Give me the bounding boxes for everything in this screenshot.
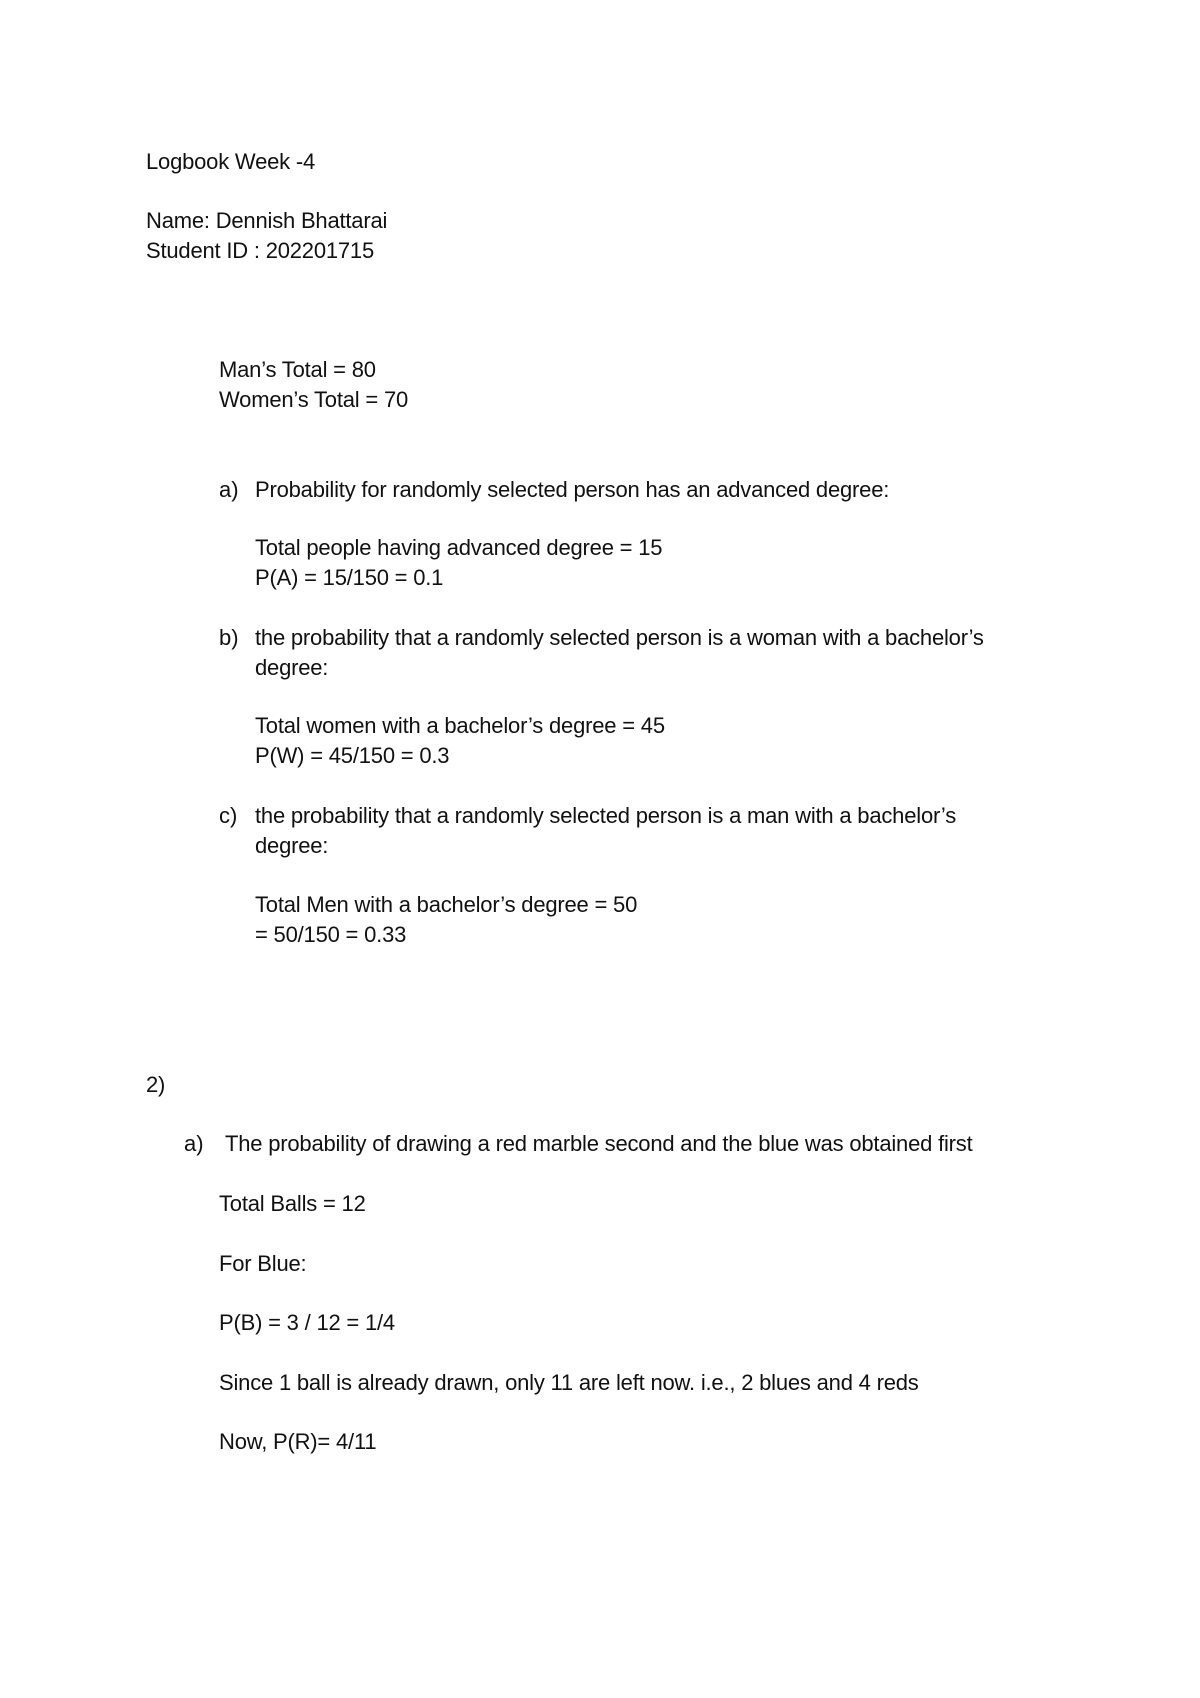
men-total: Man’s Total = 80: [219, 357, 376, 382]
part-b-question: the probability that a randomly selected person is a woman with a bachelor’s: [255, 625, 984, 650]
part-b-question: degree:: [255, 655, 329, 680]
part-c-answer-line: = 50/150 = 0.33: [255, 922, 407, 947]
part-c-question: degree:: [255, 833, 329, 858]
question-2-number: 2): [146, 1072, 166, 1097]
part-c-answer-line: Total Men with a bachelor’s degree = 50: [255, 892, 638, 917]
part-b-marker: b): [219, 625, 239, 650]
q2-working-line: Since 1 ball is already drawn, only 11 are left now. i.e., 2 blues and 4 reds: [219, 1370, 919, 1395]
q2-working-line: Now, P(R)= 4/11: [219, 1429, 377, 1454]
q2-working-line: Total Balls = 12: [219, 1191, 366, 1216]
q2-part-a-question: The probability of drawing a red marble second and the blue was obtained first: [225, 1131, 973, 1156]
q2-part-a-marker: a): [184, 1131, 204, 1156]
q2-working-line: For Blue:: [219, 1251, 307, 1276]
document-title: Logbook Week -4: [146, 149, 316, 174]
part-a-answer-line: P(A) = 15/150 = 0.1: [255, 565, 444, 590]
part-b-answer-line: P(W) = 45/150 = 0.3: [255, 743, 450, 768]
part-c-question: the probability that a randomly selected person is a man with a bachelor’s: [255, 803, 957, 828]
part-c-marker: c): [219, 803, 238, 828]
student-name: Name: Dennish Bhattarai: [146, 208, 388, 233]
part-a-question: Probability for randomly selected person has an advanced degree:: [255, 477, 890, 502]
student-id: Student ID : 202201715: [146, 238, 375, 263]
part-b-answer-line: Total women with a bachelor’s degree = 45: [255, 713, 665, 738]
women-total: Women’s Total = 70: [219, 387, 409, 412]
part-a-answer-line: Total people having advanced degree = 15: [255, 535, 663, 560]
part-a-marker: a): [219, 477, 239, 502]
q2-working-line: P(B) = 3 / 12 = 1/4: [219, 1310, 395, 1335]
